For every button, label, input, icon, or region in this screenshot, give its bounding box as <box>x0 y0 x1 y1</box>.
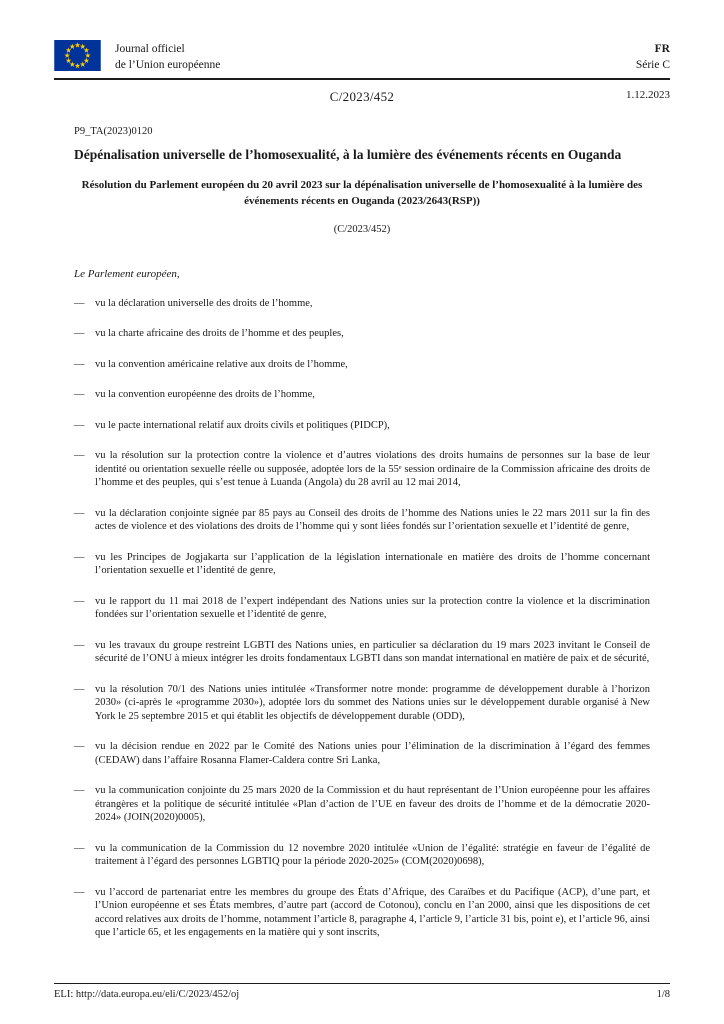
procedure-ref: P9_TA(2023)0120 <box>74 126 153 138</box>
citation-text: vu la convention européenne des droits de l’homme, <box>95 389 315 401</box>
header-divider <box>54 78 670 80</box>
citation-text: vu le pacte international relatif aux droits civils et politiques (PIDCP), <box>95 419 390 431</box>
doc-number-row <box>54 89 670 105</box>
citation-item <box>74 419 650 433</box>
citation-item <box>74 886 650 940</box>
citation-item <box>74 639 650 666</box>
citation-dash: — <box>74 785 85 797</box>
citation-item <box>74 683 650 724</box>
journal-title <box>115 40 220 73</box>
citation-item <box>74 388 650 402</box>
citation-dash: — <box>74 551 85 563</box>
citation-item <box>74 507 650 534</box>
page-footer <box>54 983 670 1000</box>
citation-text: vu le rapport du 11 mai 2018 de l’expert indépendant des Nations unies sur la protection contre la violence et la discrimination fondées sur l’orientation sexuelle et l’identité de genre, <box>95 595 650 621</box>
citation-item <box>74 740 650 767</box>
citation-text: vu la résolution sur la protection contre la violence et d’autres violations des droits humains de personnes sur la base de leur identité ou orientation sexuelle réelle ou supposée, adoptée lors de la 55ᵉ session ordinaire de la Commission africaine des droits de l’homme et des peuples, qui s’est tenue à Luanda (Angola) du 28 avril au 12 mai 2014, <box>95 450 650 489</box>
citation-item <box>74 297 650 311</box>
citation-dash: — <box>74 450 85 462</box>
citation-dash: — <box>74 328 85 340</box>
citation-item <box>74 842 650 869</box>
citation-dash: — <box>74 297 85 309</box>
citation-dash: — <box>74 886 85 898</box>
series-label: Série C <box>635 59 670 72</box>
celex-reference: (C/2023/452) <box>333 223 391 235</box>
journal-title-line1: Journal officiel <box>115 43 185 55</box>
citation-dash: — <box>74 419 85 431</box>
citation-text: vu la résolution 70/1 des Nations unies intitulée «Transformer notre monde: programme de développement durable à l’horizon 2030» (ci-après le «programme 2030»), adoptée lors du sommet des Nations unies sur le développement durable organisé à New York le 25 septembre 2015 et qui établit les objectifs de développement durable (ODD), <box>95 683 650 722</box>
citation-item <box>74 449 650 490</box>
citation-dash: — <box>74 842 85 854</box>
citation-item <box>74 784 650 825</box>
citation-item <box>74 327 650 341</box>
citation-text: vu la déclaration universelle des droits de l’homme, <box>95 297 313 309</box>
page-number: 1/8 <box>656 989 670 1000</box>
citation-dash: — <box>74 683 85 695</box>
citation-text: vu la convention américaine relative aux droits de l’homme, <box>95 358 348 370</box>
doc-subtitle: Résolution du Parlement européen du 20 avril 2023 sur la dépénalisation universelle de l’homosexualité à la lumière des événements récents en Ouganda (2023/2643(RSP)) <box>81 179 643 208</box>
header-right-block <box>636 40 670 73</box>
eu-flag-logo <box>54 40 101 71</box>
language-code: FR <box>654 43 670 55</box>
citation-item <box>74 358 650 372</box>
doc-title: Dépénalisation universelle de l’homosexualité, à la lumière des événements récents en Ouganda <box>74 147 622 163</box>
doc-body <box>74 126 650 940</box>
citation-dash: — <box>74 741 85 753</box>
citation-dash: — <box>74 358 85 370</box>
citation-item <box>74 595 650 622</box>
citation-text: vu les Principes de Jogjakarta sur l’application de la législation internationale en matière des droits de l’homme concernant l’orientation sexuelle et l’identité de genre, <box>95 551 650 577</box>
citation-text: vu l’accord de partenariat entre les membres du groupe des États d’Afrique, des Caraïbes et du Pacifique (ACP), d’une part, et l’Union européenne et ses États membres, d’autre part (accord de Cotonou), conclu en l’an 2000, ainsi que les dispositions de cet accord relatives aux droits de l’homme, notamment l’article 8, paragraphe 4, l’article 9, l’article 31 bis, point e), et l’article 96, ainsi que l’article 65, et les engagements en la matière qui y sont inscrits, <box>95 886 650 939</box>
intro-line: Le Parlement européen, <box>74 267 180 280</box>
citation-text: vu la décision rendue en 2022 par le Comité des Nations unies pour l’élimination de la discrimination à l’égard des femmes (CEDAW) dans l’affaire Rosanna Flamer-Caldera contre Sri Lanka, <box>95 741 650 766</box>
citation-text: vu la communication conjointe du 25 mars 2020 de la Commission et du haut représentant de l’Union européenne pour les affaires étrangères et la politique de sécurité intitulée «Plan d’action de l’UE en faveur des droits de l’homme et de la démocratie 2020-2024» (JOIN(2020)0005), <box>95 785 650 824</box>
citation-text: vu la déclaration conjointe signée par 85 pays au Conseil des droits de l’homme des Nations unies le 22 mars 2011 sur la fin des actes de violence et des violations des droits de l’homme qui y sont liées fondés sur l’orientation sexuelle et l’identité de genre, <box>95 507 650 533</box>
citation-text: vu la charte africaine des droits de l’homme et des peuples, <box>95 328 344 340</box>
doc-date: 1.12.2023 <box>626 89 670 102</box>
citation-dash: — <box>74 595 85 607</box>
doc-number: C/2023/452 <box>329 89 395 105</box>
citation-text: vu la communication de la Commission du 12 novembre 2020 intitulée «Union de l’égalité: stratégie en faveur de l’égalité de traitement à l’égard des personnes LGBTIQ pour la période 2020-2025» (COM(2020)0698), <box>95 842 650 868</box>
citation-item <box>74 551 650 578</box>
citation-text: vu les travaux du groupe restreint LGBTI des Nations unies, en particulier sa déclaration du 19 mars 2023 invitant le Conseil de sécurité de l’ONU à mieux intégrer les droits fondamentaux LGBTI dans son mandat international en matière de paix et de sécurité, <box>95 639 650 665</box>
page-header <box>54 40 670 73</box>
journal-title-line2: de l’Union européenne <box>115 59 221 72</box>
citation-dash: — <box>74 389 85 401</box>
citation-dash: — <box>74 507 85 519</box>
eli-link[interactable]: ELI: http://data.europa.eu/eli/C/2023/452/oj <box>54 989 240 1000</box>
citation-dash: — <box>74 639 85 651</box>
